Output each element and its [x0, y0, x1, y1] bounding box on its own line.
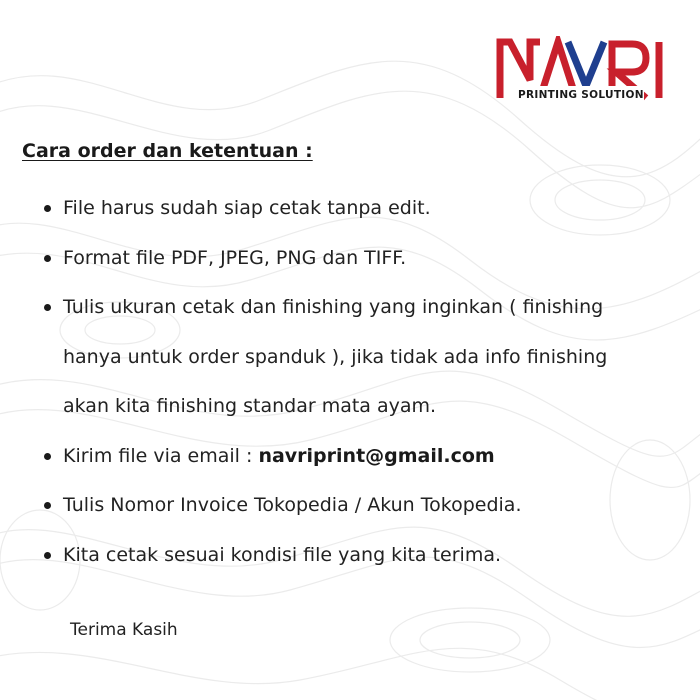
rule-text: Tulis ukuran cetak dan finishing yang inginkan ( finishing	[63, 296, 604, 318]
list-item	[44, 531, 684, 581]
rule-text: hanya untuk order spanduk ), jika tidak ada info finishing	[63, 345, 608, 368]
page-title: Cara order dan ketentuan :	[22, 140, 313, 162]
rule-text: Kita cetak sesuai kondisi file yang kita terima.	[63, 543, 502, 566]
rule-text: File harus sudah siap cetak tanpa edit.	[63, 197, 431, 219]
bullet-icon	[44, 205, 51, 212]
list-item	[44, 283, 684, 432]
bullet-icon	[44, 304, 51, 311]
list-item	[44, 481, 684, 531]
rules-list	[44, 184, 684, 580]
logo-tagline: PRINTING SOLUTION	[518, 89, 644, 101]
bullet-icon	[44, 255, 51, 262]
bullet-icon	[44, 502, 51, 509]
list-item	[44, 184, 684, 234]
closing-text: Terima Kasih	[70, 620, 178, 640]
bullet-icon	[44, 552, 51, 559]
list-item	[44, 432, 684, 482]
navri-logo	[496, 36, 668, 106]
rule-text: Tulis Nomor Invoice Tokopedia / Akun Tokopedia.	[63, 494, 522, 516]
list-item	[44, 234, 684, 284]
rule-text: Format file PDF, JPEG, PNG dan TIFF.	[63, 246, 407, 269]
rule-text: akan kita finishing standar mata ayam.	[63, 395, 437, 417]
bullet-icon	[44, 453, 51, 460]
rule-text: Kirim file via email :	[63, 444, 259, 467]
email-address: navriprint@gmail.com	[258, 444, 495, 467]
